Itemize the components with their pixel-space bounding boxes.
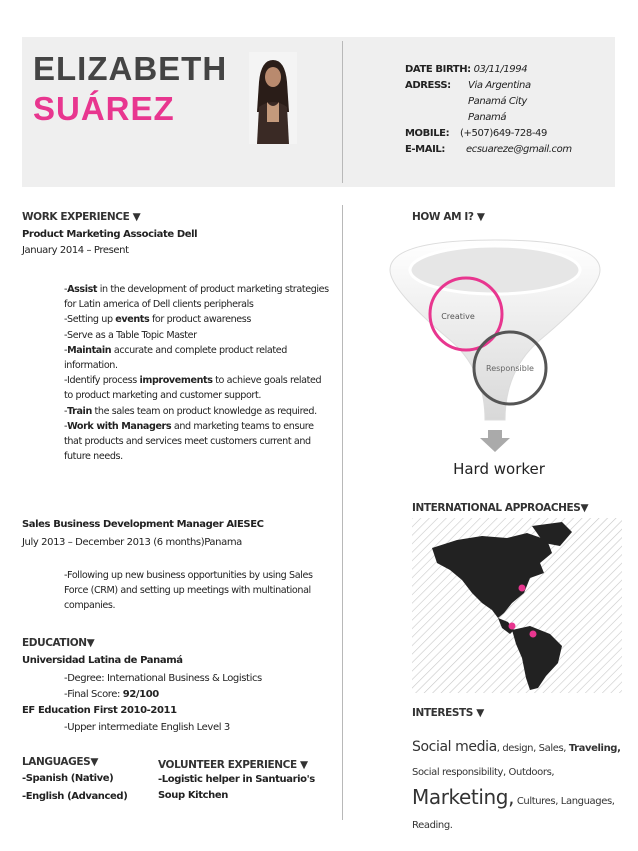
interest-word: , design, Sales, xyxy=(496,743,569,754)
language-english: -English (Advanced) xyxy=(22,791,128,802)
education-title: EDUCATION▼ xyxy=(22,637,95,649)
how-am-i-title: HOW AM I? ▼ xyxy=(412,211,485,223)
english-course: -Upper intermediate English Level 3 xyxy=(64,722,230,733)
email-label: E-MAIL: xyxy=(405,144,445,155)
profile-photo xyxy=(249,52,297,144)
school1: Universidad Latina de Panamá xyxy=(22,655,183,666)
world-map xyxy=(412,518,622,693)
job1-bullet: -Serve as a Table Topic Master xyxy=(64,329,197,341)
job2-dates: July 2013 – December 2013 (6 months)Panama xyxy=(22,537,242,548)
job1-role: Product Marketing Associate Dell xyxy=(22,229,198,240)
mobile-value: (+507)649-728-49 xyxy=(460,128,547,139)
volunteer-line-2: Soup Kitchen xyxy=(158,790,228,801)
responsible-label: Responsible xyxy=(486,364,534,373)
interests-title: INTERESTS ▼ xyxy=(412,707,484,719)
personality-funnel xyxy=(380,230,610,480)
job1-bullet: -Maintain accurate and complete product related information. xyxy=(64,344,287,372)
address-line-1: Via Argentina xyxy=(468,80,531,91)
job1-bullet: -Work with Managers and marketing teams to ensure that products and services meet customers current and future needs. xyxy=(64,420,314,463)
mobile-label: MOBILE: xyxy=(405,128,450,139)
interest-word: Traveling, xyxy=(568,743,621,754)
location-panama-marker xyxy=(509,623,516,630)
interest-word: Social media xyxy=(412,739,497,755)
job1-bullets xyxy=(64,282,329,464)
degree: -Degree: International Business & Logistics xyxy=(64,673,262,684)
interests-cloud xyxy=(412,735,627,838)
triangle-down-icon: ▼ xyxy=(86,637,95,649)
triangle-down-icon: ▼ xyxy=(580,502,589,514)
interest-word: Marketing, xyxy=(412,785,515,809)
triangle-down-icon: ▼ xyxy=(132,211,141,223)
email-value: ecsuareze@gmail.com xyxy=(466,144,572,155)
header-divider xyxy=(342,41,343,183)
first-name: ELIZABETH xyxy=(33,50,228,87)
job1-dates: January 2014 – Present xyxy=(22,245,129,256)
location-venezuela-marker xyxy=(530,631,537,638)
job2-role: Sales Business Development Manager AIESEC xyxy=(22,519,264,530)
interest-word: Social responsibility, Outdoors, xyxy=(412,767,555,778)
arrow-down-icon xyxy=(480,430,510,452)
triangle-down-icon: ▼ xyxy=(90,756,98,768)
funnel-opening xyxy=(410,246,580,294)
job1-bullet: -Setting up events for product awareness xyxy=(64,314,251,326)
language-spanish: -Spanish (Native) xyxy=(22,773,114,784)
location-usa-marker xyxy=(519,585,526,592)
final-score: -Final Score: 92/100 xyxy=(64,689,159,700)
last-name: SUÁREZ xyxy=(33,90,175,127)
job1-bullet: -Assist in the development of product marketing strategies for Latin america of Dell clients peripherals xyxy=(64,284,329,311)
work-experience-title: WORK EXPERIENCE ▼ xyxy=(22,211,141,223)
school2: EF Education First 2010-2011 xyxy=(22,705,177,716)
column-divider xyxy=(342,205,343,820)
triangle-down-icon: ▼ xyxy=(476,707,484,719)
languages-title: LANGUAGES▼ xyxy=(22,756,98,768)
creative-label: Creative xyxy=(441,312,475,321)
hard-worker-label: Hard worker xyxy=(453,460,545,478)
address-line-2: Panamá City xyxy=(468,96,527,107)
triangle-down-icon: ▼ xyxy=(476,211,485,223)
address-line-3: Panamá xyxy=(468,112,507,123)
address-label: ADRESS: xyxy=(405,80,451,91)
job1-bullet: -Train the sales team on product knowledge as required. xyxy=(64,405,317,417)
volunteer-line-1: -Logistic helper in Santuario's xyxy=(158,774,315,785)
job2-bullet: -Following up new business opportunities by using Sales Force (CRM) and setting up meetings with multinational companies. xyxy=(64,570,313,612)
date-birth: DATE BIRTH: 03/11/1994 xyxy=(405,64,528,75)
volunteer-title: VOLUNTEER EXPERIENCE ▼ xyxy=(158,759,308,771)
triangle-down-icon: ▼ xyxy=(299,759,308,771)
international-title: INTERNATIONAL APPROACHES▼ xyxy=(412,502,589,514)
job1-bullet: -Identify process improvements to achieve goals related to product marketing and customer support. xyxy=(64,375,322,402)
interest-word: Cultures, Languages, Reading. xyxy=(412,796,615,831)
